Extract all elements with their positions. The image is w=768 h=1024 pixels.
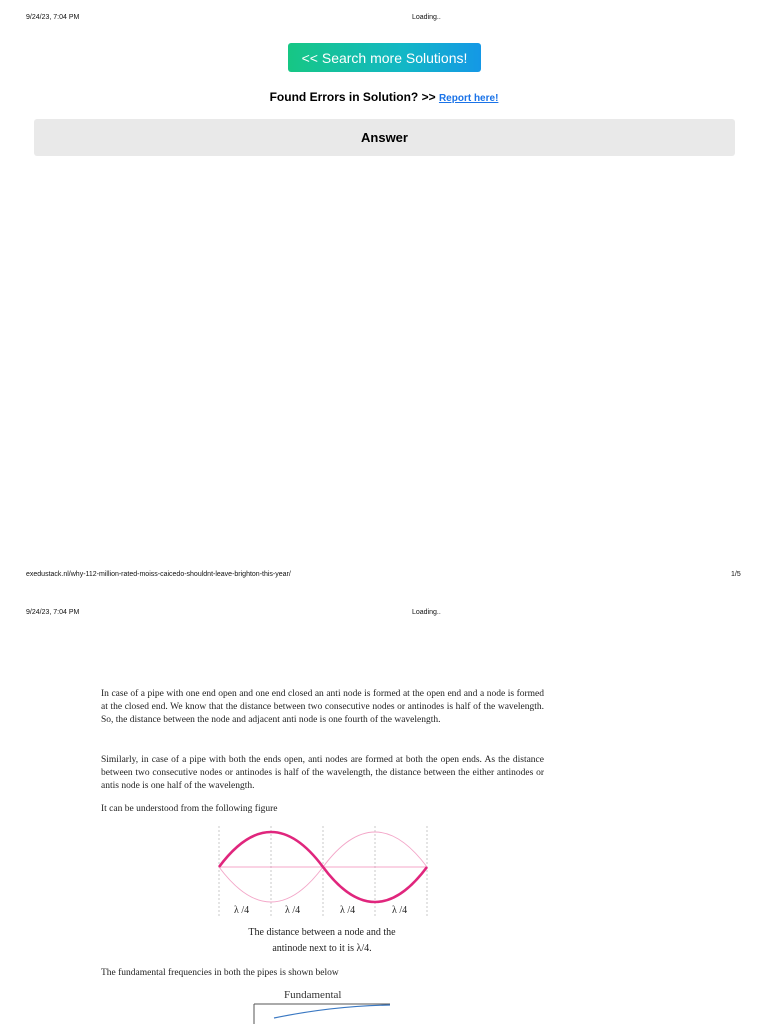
figure-caption-line1: The distance between a node and the bbox=[248, 927, 396, 938]
paragraph-fundamental-intro: The fundamental frequencies in both the pipes is shown below bbox=[101, 968, 339, 978]
figure-caption-line2: antinode next to it is λ/4. bbox=[272, 943, 372, 954]
segment-label-2: λ /4 bbox=[285, 905, 301, 916]
page-number: 1/5 bbox=[731, 571, 741, 578]
segment-label-1: λ /4 bbox=[234, 905, 250, 916]
footer-url: exedustack.nl/why-112-million-rated-moiss-caicedo-shouldnt-leave-brighton-this-year/ bbox=[26, 571, 291, 578]
found-errors-text: Found Errors in Solution? >> bbox=[269, 90, 436, 104]
print-datetime-2: 9/24/23, 7:04 PM bbox=[26, 609, 80, 616]
report-here-link[interactable]: Report here! bbox=[438, 93, 499, 104]
wave-faint-second-half bbox=[323, 832, 427, 867]
paragraph-pipe-both-ends-open: Similarly, in case of a pipe with both the ends open, anti nodes are formed at both the open ends. As the distance between two consecutive nodes or antinodes is half of the wavelength, the distance between the either antinodes or antis node is one half of the wavelength. bbox=[101, 755, 544, 792]
loading-text-2: Loading.. bbox=[412, 609, 441, 616]
segment-label-3: λ /4 bbox=[340, 905, 356, 916]
wave-faint-first-half bbox=[219, 867, 323, 902]
answer-heading: Answer bbox=[34, 119, 735, 156]
search-more-solutions-button[interactable]: << Search more Solutions! bbox=[288, 43, 481, 72]
print-datetime: 9/24/23, 7:04 PM bbox=[26, 14, 80, 21]
paragraph-pipe-one-end-closed: In case of a pipe with one end open and one end closed an anti node is formed at the open end and a node is formed at the closed end. We know that the distance between two consecutive nodes or antinodes is half of the wavelength. So, the distance between the node and adjacent anti node is one fourth of the wavelength. bbox=[101, 689, 544, 726]
loading-text: Loading.. bbox=[412, 14, 441, 21]
paragraph-figure-intro: It can be understood from the following figure bbox=[101, 804, 278, 814]
fundamental-figure bbox=[252, 1002, 394, 1024]
fundamental-wave bbox=[274, 1005, 390, 1018]
found-errors-line bbox=[0, 90, 768, 104]
fundamental-figure-title: Fundamental bbox=[284, 989, 342, 1001]
segment-label-4: λ /4 bbox=[392, 905, 408, 916]
